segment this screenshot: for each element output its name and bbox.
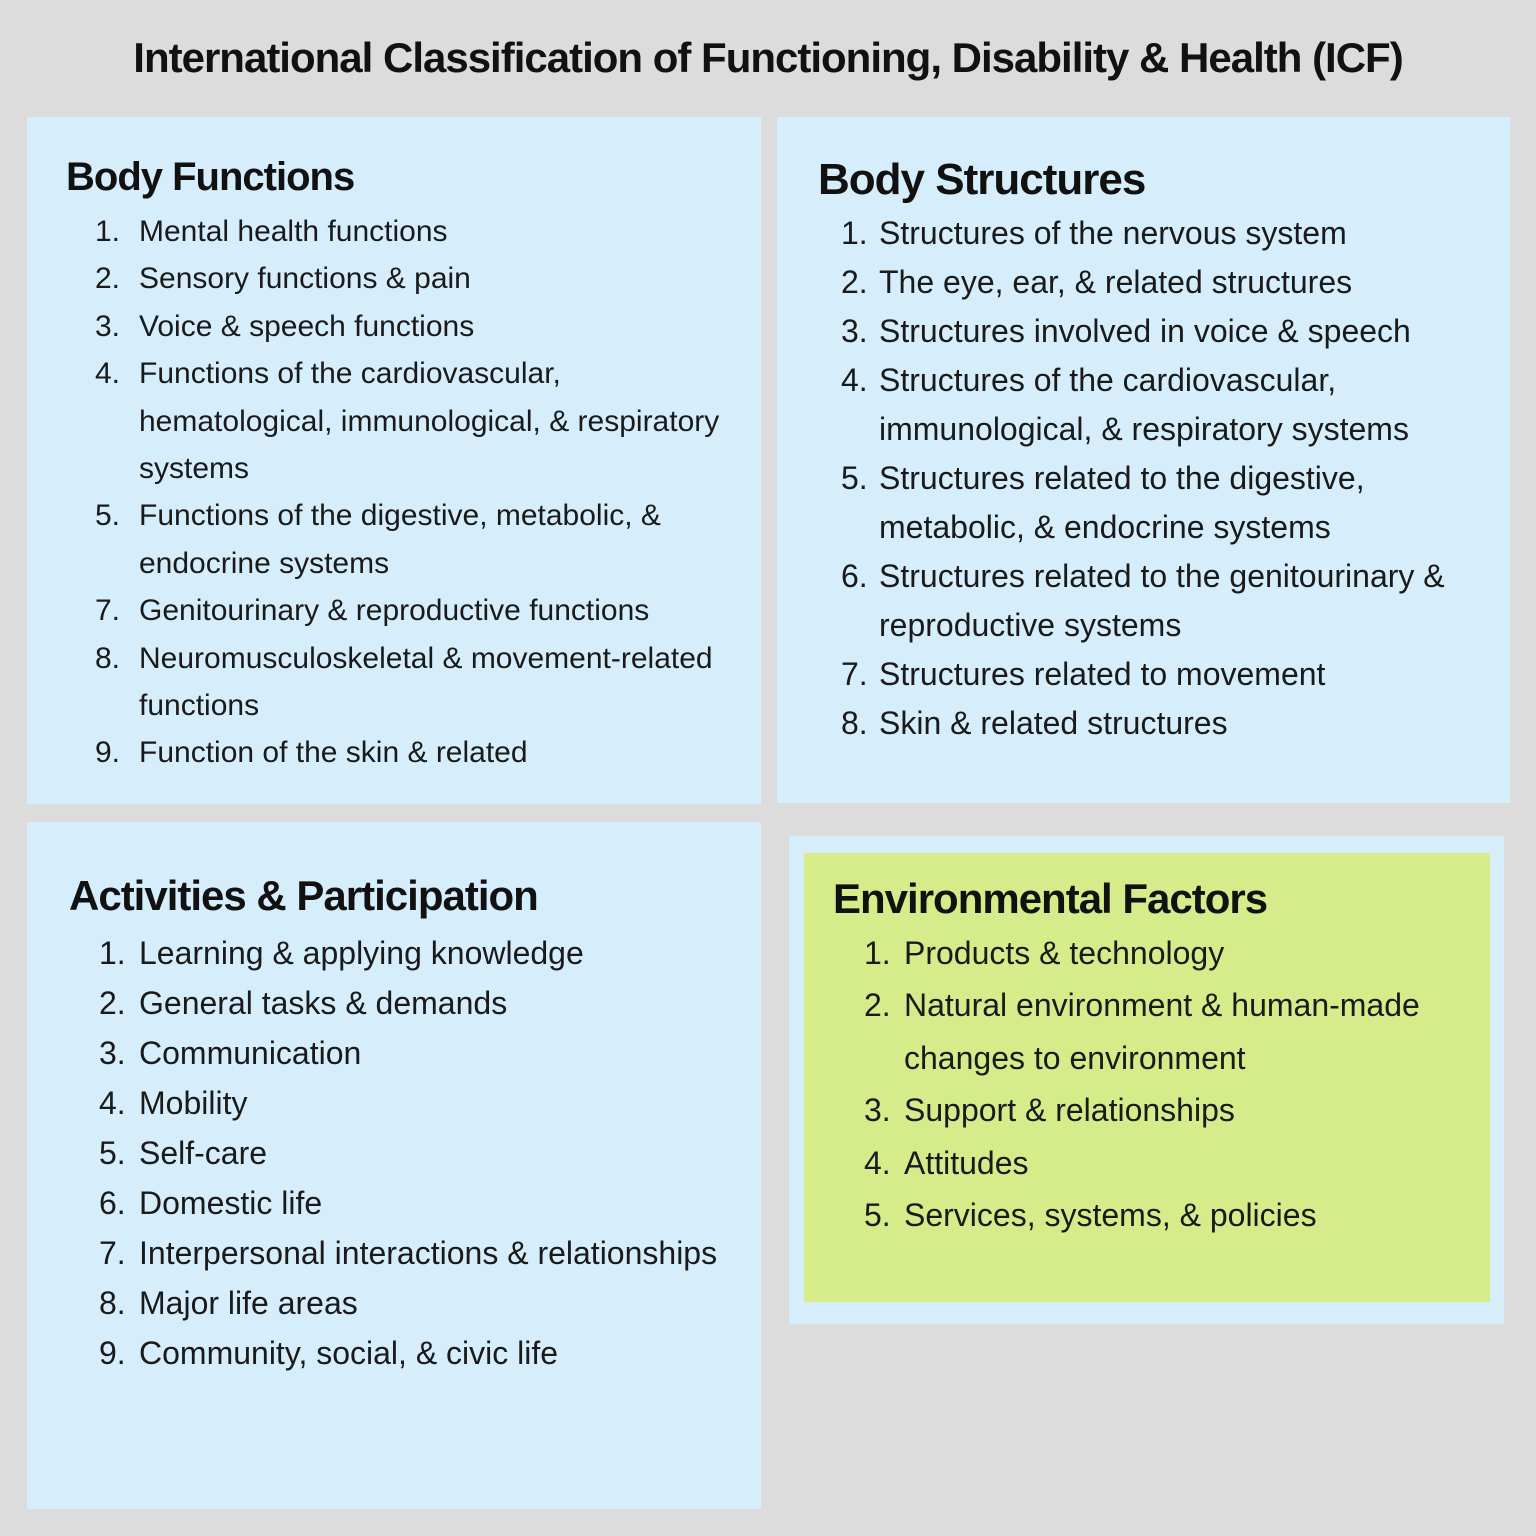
- list-item-number: 1.: [841, 215, 868, 251]
- list-item-number: 4.: [864, 1144, 891, 1181]
- list-item: [818, 650, 1510, 699]
- environmental-factors-panel: [804, 853, 1490, 1302]
- list-item: [818, 209, 1510, 258]
- list-item-number: 1.: [99, 935, 126, 971]
- list-item-text: Learning & applying knowledge: [139, 935, 584, 971]
- list-item-text: Voice & speech functions: [139, 309, 475, 343]
- list-item-number: 5.: [864, 1197, 891, 1234]
- list-item-text: Structures related to the genitourinary & reproductive systems: [879, 558, 1445, 643]
- list-item-text: Mobility: [139, 1085, 248, 1121]
- list-item-number: 8.: [99, 1285, 126, 1321]
- list-item: [66, 635, 761, 730]
- list-item-number: 3.: [99, 1035, 126, 1071]
- list-item-text: General tasks & demands: [139, 985, 508, 1021]
- body-structures-list: [818, 209, 1510, 748]
- list-item-text: Structures of the cardiovascular, immunological, & respiratory systems: [879, 362, 1409, 447]
- list-item: [69, 1228, 761, 1278]
- list-item-number: 7.: [95, 594, 121, 628]
- list-item-text: Self-care: [139, 1135, 268, 1171]
- list-item-number: 3.: [95, 309, 121, 343]
- page-title: International Classification of Functioning, Disability & Health (ICF): [133, 34, 1403, 81]
- list-item-text: Skin & related structures: [879, 705, 1228, 741]
- list-item-text: Communication: [139, 1035, 362, 1071]
- list-item: [833, 1137, 1490, 1189]
- list-item-number: 9.: [99, 1335, 126, 1371]
- activities-participation-panel: [27, 822, 761, 1509]
- list-item: [66, 587, 761, 634]
- list-item-text: Functions of the cardiovascular, hematological, immunological, & respiratory systems: [139, 357, 720, 486]
- list-item: [69, 1128, 761, 1178]
- list-item: [818, 307, 1510, 356]
- list-item-number: 3.: [864, 1092, 891, 1129]
- list-item-number: 4.: [95, 357, 121, 391]
- list-item-text: Services, systems, & policies: [904, 1197, 1317, 1234]
- list-item: [69, 1328, 761, 1378]
- list-item-number: 4.: [841, 362, 868, 398]
- list-item-number: 1.: [864, 935, 891, 971]
- list-item-number: 5.: [841, 460, 868, 496]
- list-item: [69, 1178, 761, 1228]
- list-item-number: 2.: [95, 262, 121, 296]
- list-item-number: 8.: [841, 705, 868, 741]
- list-item-text: Attitudes: [904, 1144, 1029, 1181]
- list-item-text: Community, social, & civic life: [139, 1335, 559, 1371]
- list-item-number: 5.: [99, 1135, 126, 1171]
- body-functions-panel: [27, 117, 761, 804]
- list-item: [833, 927, 1490, 979]
- list-item: [66, 255, 761, 302]
- list-item-text: Interpersonal interactions & relationships: [139, 1235, 718, 1271]
- list-item-text: Major life areas: [139, 1285, 358, 1321]
- body-functions-list: [66, 208, 761, 777]
- list-item-number: 8.: [95, 641, 121, 675]
- list-item: [66, 729, 761, 776]
- list-item-number: 6.: [99, 1185, 126, 1221]
- list-item-number: 7.: [99, 1235, 126, 1271]
- list-item-text: Neuromusculoskeletal & movement-related functions: [139, 641, 713, 723]
- list-item-number: 1.: [95, 215, 121, 248]
- list-item-text: Function of the skin & related: [139, 736, 528, 770]
- list-item-text: Natural environment & human-made changes to environment: [904, 987, 1420, 1076]
- activities-participation-heading: Activities & Participation: [69, 872, 538, 919]
- list-item: [818, 258, 1510, 307]
- list-item: [69, 1078, 761, 1128]
- list-item-text: The eye, ear, & related structures: [879, 264, 1353, 300]
- list-item: [66, 492, 761, 587]
- body-functions-heading: Body Functions: [66, 155, 355, 199]
- list-item-number: 2.: [841, 264, 868, 300]
- list-item: [818, 356, 1510, 454]
- list-item-text: Structures related to the digestive, metabolic, & endocrine systems: [879, 460, 1365, 545]
- environmental-factors-heading: Environmental Factors: [833, 875, 1268, 922]
- list-item-text: Functions of the digestive, metabolic, & endocrine systems: [139, 499, 661, 580]
- body-structures-heading: Body Structures: [818, 155, 1146, 204]
- list-item-number: 7.: [841, 656, 868, 692]
- list-item: [69, 1028, 761, 1078]
- list-item-number: 6.: [841, 558, 868, 594]
- list-item-text: Structures of the nervous system: [879, 215, 1347, 251]
- list-item: [818, 699, 1510, 748]
- list-item-text: Domestic life: [139, 1185, 323, 1221]
- list-item: [69, 928, 761, 978]
- list-item-text: Sensory functions & pain: [139, 262, 471, 296]
- list-item-number: 5.: [95, 499, 121, 533]
- list-item: [69, 1278, 761, 1328]
- list-item: [833, 1189, 1490, 1241]
- list-item: [833, 1084, 1490, 1136]
- list-item: [66, 208, 761, 255]
- list-item-number: 2.: [99, 985, 126, 1021]
- list-item-text: Structures involved in voice & speech: [879, 313, 1411, 349]
- list-item-text: Mental health functions: [139, 215, 448, 248]
- list-item-number: 4.: [99, 1085, 126, 1121]
- list-item-number: 2.: [864, 987, 891, 1024]
- list-item-text: Genitourinary & reproductive functions: [139, 594, 650, 628]
- list-item-number: 3.: [841, 313, 868, 349]
- list-item-text: Structures related to movement: [879, 656, 1326, 692]
- list-item: [833, 979, 1490, 1084]
- list-item: [818, 454, 1510, 552]
- environmental-factors-list: [833, 927, 1490, 1241]
- list-item-text: Support & relationships: [904, 1092, 1235, 1129]
- list-item: [66, 303, 761, 350]
- body-structures-panel: [777, 117, 1510, 803]
- activities-participation-list: [69, 928, 761, 1378]
- list-item: [818, 552, 1510, 650]
- list-item-number: 9.: [95, 736, 121, 770]
- list-item: [66, 350, 761, 492]
- list-item: [69, 978, 761, 1028]
- list-item-text: Products & technology: [904, 935, 1225, 971]
